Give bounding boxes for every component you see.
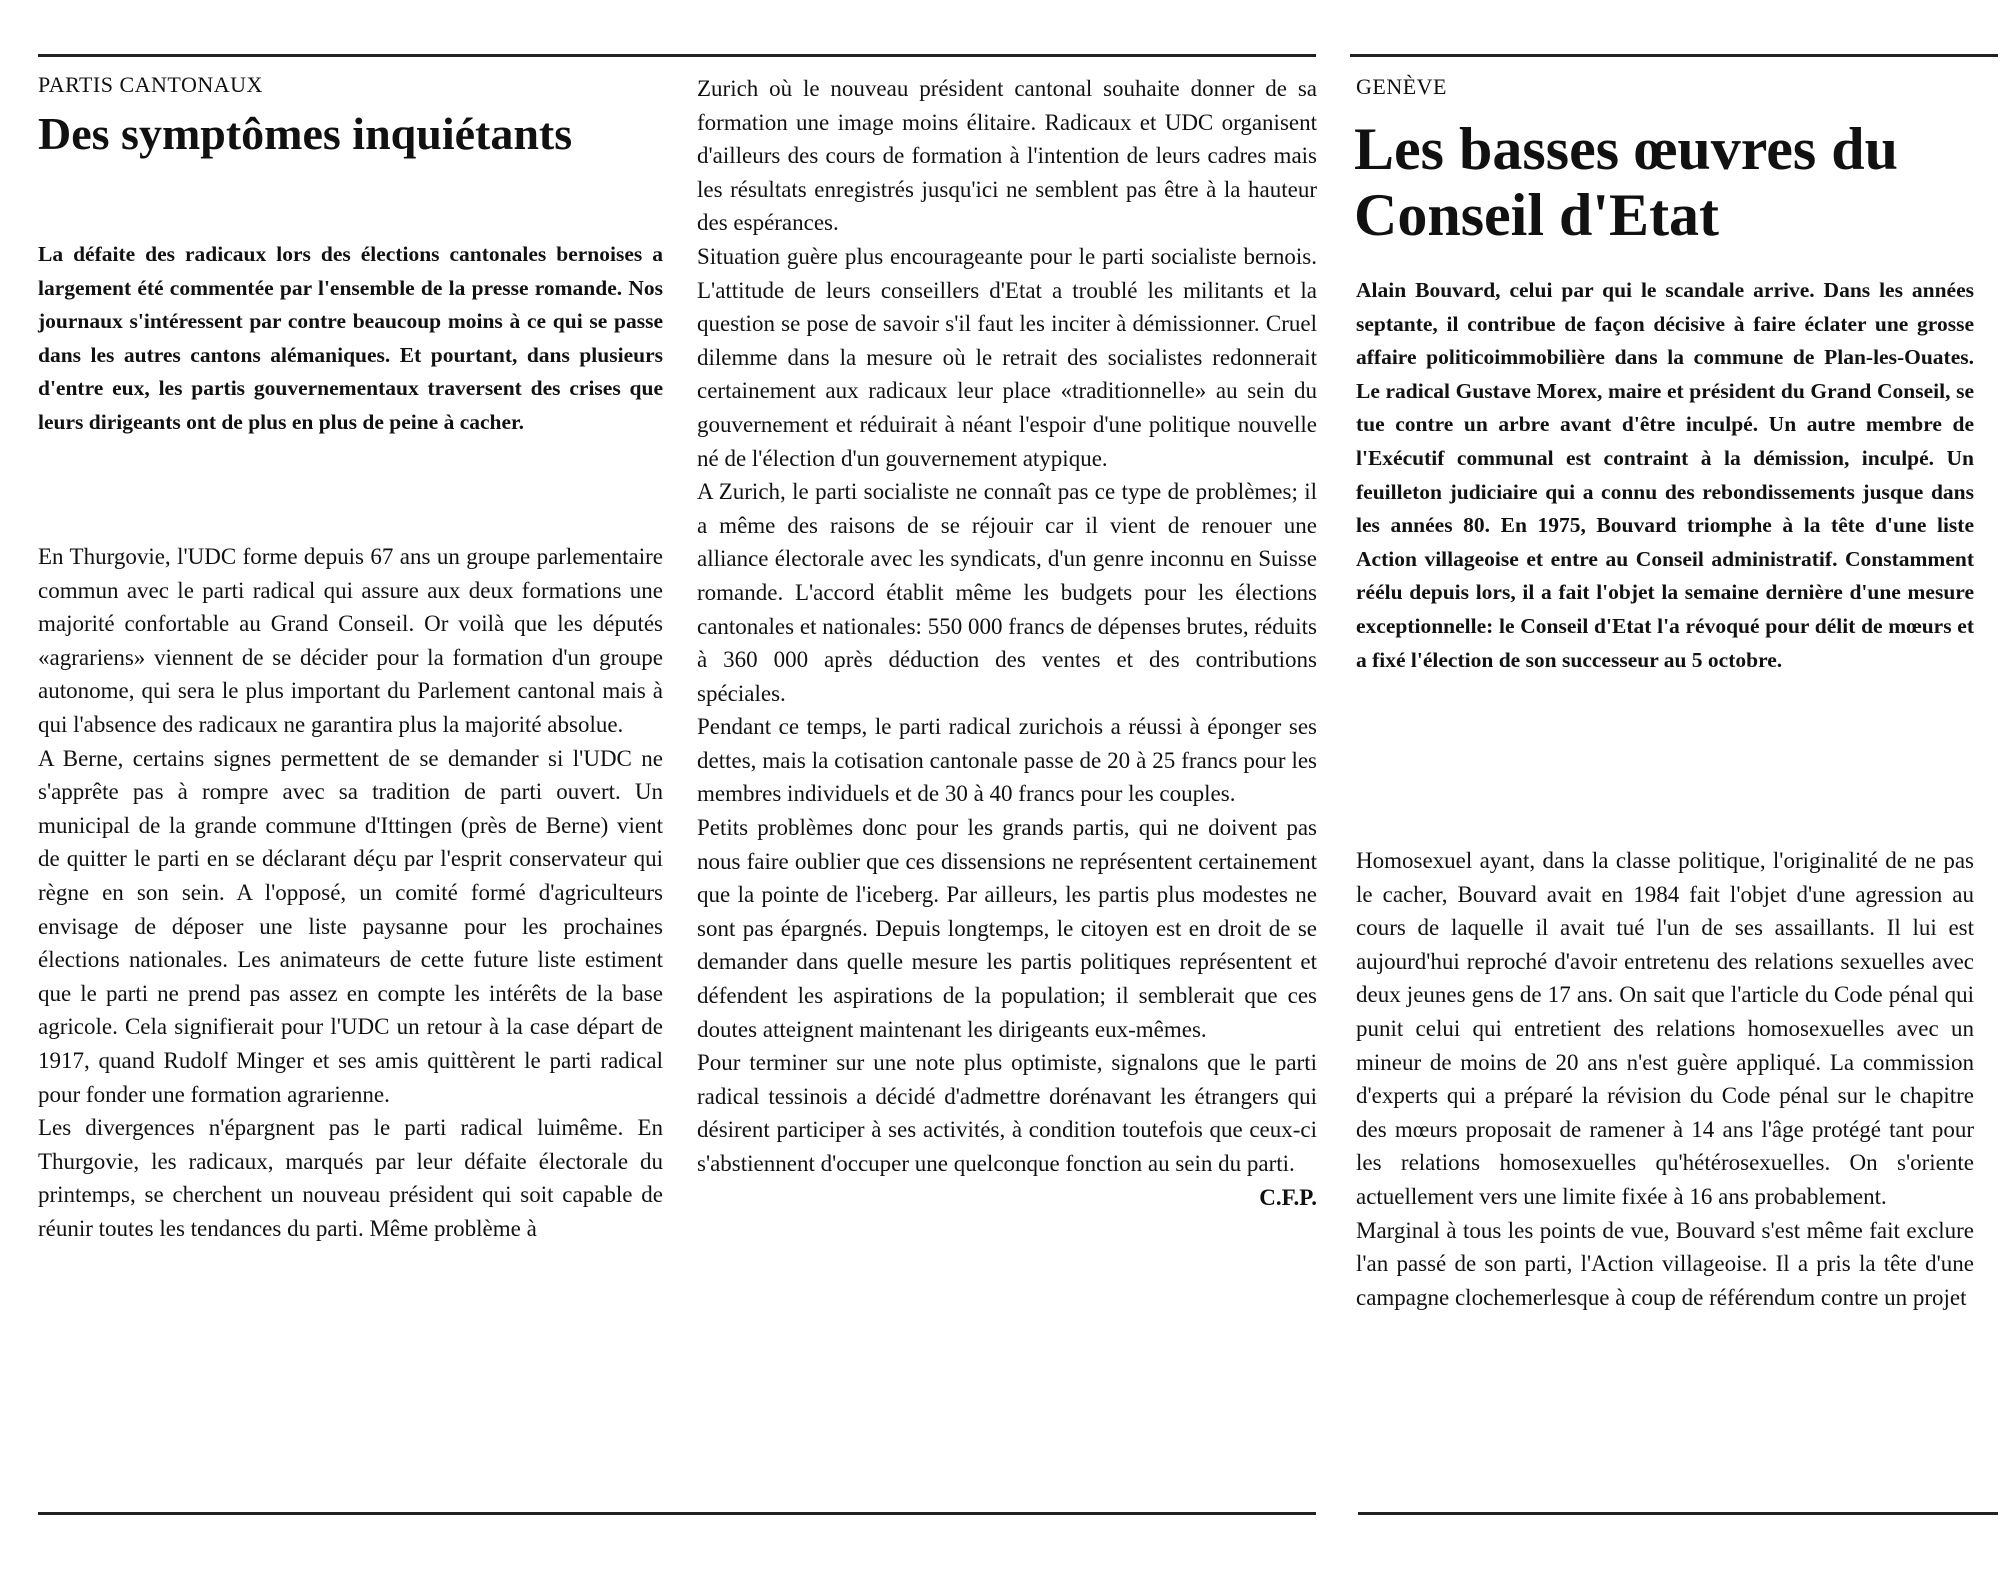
bottom-rule-right <box>1358 1512 1998 1515</box>
left-article-headline: Des symptômes inquiétants <box>38 108 573 159</box>
author-signature: C.F.P. <box>1259 1184 1317 1210</box>
paragraph: Marginal à tous les points de vue, Bouvard s'est même fait exclure l'an passé de son parti, l'Action villageoise. Il a pris la tête d'une campagne clochemerlesque à coup de référendum contre un projet <box>1356 1217 1974 1310</box>
paragraph-text: Pour terminer sur une note plus optimiste, signalons que le parti radical tessinois a décidé d'admettre dorénavant les étrangers qui désirent participer à ses activités, à condition toutefois que ceux-ci s'abstiennent d'occuper une quelconque fonction au sein du parti. <box>697 1050 1317 1176</box>
paragraph: A Zurich, le parti socialiste ne connaît pas ce type de problèmes; il a même des raisons de se réjouir car il vient de renouer une alliance électorale avec les syndicats, d'un genre inconnu en Suisse romande. L'accord établit même les budgets pour les élections cantonales et nationales: 550 000 francs de dépenses brutes, réduits à 360 000 après déduction des ventes et des contributions spéciales. <box>697 479 1317 706</box>
right-article-lead: Alain Bouvard, celui par qui le scandale arrive. Dans les années septante, il contribue de façon décisive à faire éclater une grosse affaire politicoimmobilière dans la commune de Plan-les-Ouates. Le radical Gustave Morex, maire et président du Grand Conseil, se tue contre un arbre avant d'être inculpé. Un autre membre de l'Exécutif communal est contraint à la démission, inculpé. Un feuilleton judiciaire qui a connu des rebondissements jusque dans les années 80. En 1975, Bouvard triomphe à la tête d'une liste Action villageoise et entre au Conseil administratif. Constamment réélu depuis lors, il a fait l'objet la semaine dernière d'une mesure exceptionnelle: le Conseil d'Etat l'a révoqué pour délit de mœurs et a fixé l'élection de son successeur au 5 octobre. <box>1356 278 1974 672</box>
right-article-headline: Les basses œuvres du Conseil d'Etat <box>1354 116 1899 248</box>
paragraph: Homosexuel ayant, dans la classe politique, l'originalité de ne pas le cacher, Bouvard avait en 1984 fait l'objet d'une agression au cours de laquelle il avait tué l'un de ses assaillants. Il lui est aujourd'hui reproché d'avoir entretenu des relations sexuelles avec deux jeunes gens de 17 ans. On sait que l'article du Code pénal qui punit celui qui entretient des relations homosexuelles avec un mineur de moins de 20 ans n'est guère appliqué. La commission d'experts qui a préparé la révision du Code pénal sur le chapitre des mœurs proposait de ramener à 14 ans l'âge protégé tant pour les relations homosexuelles qu'hétérosexuelles. On s'oriente actuellement vers une limite fixée à 16 ans probablement. <box>1356 848 1974 1209</box>
paragraph: Zurich où le nouveau président cantonal souhaite donner de sa formation une image moins élitaire. Radicaux et UDC organisent d'ailleurs des cours de formation à l'intention de leurs cadres mais les résultats enregistrés jusqu'ici ne semblent pas être à la hauteur des espérances. <box>697 76 1317 236</box>
right-article-kicker: GENÈVE <box>1356 74 1447 99</box>
bottom-rule-left <box>38 1512 1316 1515</box>
paragraph: Situation guère plus encourageante pour le parti socialiste bernois. L'attitude de leurs conseillers d'Etat a troublé les militants et la question se pose de savoir s'il faut les inciter à démissionner. Cruel dilemme dans la mesure où le retrait des socialistes redonnerait certainement aux radicaux leur place «traditionnelle» au sein du gouvernement et réduirait à néant l'espoir d'une politique nouvelle né de l'élection d'un gouvernement atypique. <box>697 243 1317 471</box>
paragraph: Petits problèmes donc pour les grands partis, qui ne doivent pas nous faire oublier que ces dissensions ne représentent certainement que la pointe de l'iceberg. Par ailleurs, les partis plus modestes ne sont pas épargnés. Depuis longtemps, le citoyen est en droit de se demander dans quelle mesure les partis politiques représentent et défendent les aspirations de la population; il semblerait que ces doutes atteignent maintenant les dirigeants eux-mêmes. <box>697 815 1317 1042</box>
paragraph: A Berne, certains signes permettent de se demander si l'UDC ne s'apprête pas à rompre avec sa tradition de parti ouvert. Un municipal de la grande commune d'Ittingen (près de Berne) vient de quitter le parti en se déclarant déçu par l'esprit conservateur qui règne en son sein. A l'opposé, un comité formé d'agriculteurs envisage de déposer une liste paysanne pour les prochaines élections nationales. Les animateurs de cette future liste estiment que le parti ne prend pas assez en compte les intérêts de la base agricole. Cela signifierait pour l'UDC un retour à la case départ de 1917, quand Rudolf Minger et ses amis quittèrent le parti radical pour fonder une formation agrarienne. <box>38 745 663 1107</box>
left-article-kicker: PARTIS CANTONAUX <box>38 72 263 97</box>
top-rule-right <box>1350 54 1998 57</box>
top-rule-left <box>38 54 1316 57</box>
left-article-body <box>38 540 663 1245</box>
left-article-continued-body <box>697 72 1317 1214</box>
paragraph: En Thurgovie, l'UDC forme depuis 67 ans un groupe parlementaire commun avec le parti radical qui assure aux deux formations une majorité confortable au Grand Conseil. Or voilà que les députés «agrariens» viennent de se décider pour la formation d'un groupe autonome, qui sera le plus important du Parlement cantonal mais à qui l'absence des radicaux ne garantira plus la majorité absolue. <box>38 544 663 737</box>
paragraph: Les divergences n'épargnent pas le parti radical luimême. En Thurgovie, les radicaux, marqués par leur défaite électorale du printemps, se cherchent un nouveau président qui soit capable de réunir toutes les tendances du parti. Même problème à <box>38 1115 663 1241</box>
final-paragraph <box>697 1046 1317 1210</box>
left-article-lead: La défaite des radicaux lors des élections cantonales bernoises a largement été commentée par l'ensemble de la presse romande. Nos journaux s'intéressent par contre beaucoup moins à ce qui se passe dans les autres cantons alémaniques. Et pourtant, dans plusieurs d'entre eux, les partis gouvernementaux traversent des crises que leurs dirigeants ont de plus en plus de peine à cacher. <box>38 242 663 434</box>
paragraph: Pendant ce temps, le parti radical zurichois a réussi à éponger ses dettes, mais la cotisation cantonale passe de 20 à 25 francs pour les membres individuels et de 30 à 40 francs pour les couples. <box>697 714 1317 807</box>
right-article-body <box>1356 844 1974 1314</box>
